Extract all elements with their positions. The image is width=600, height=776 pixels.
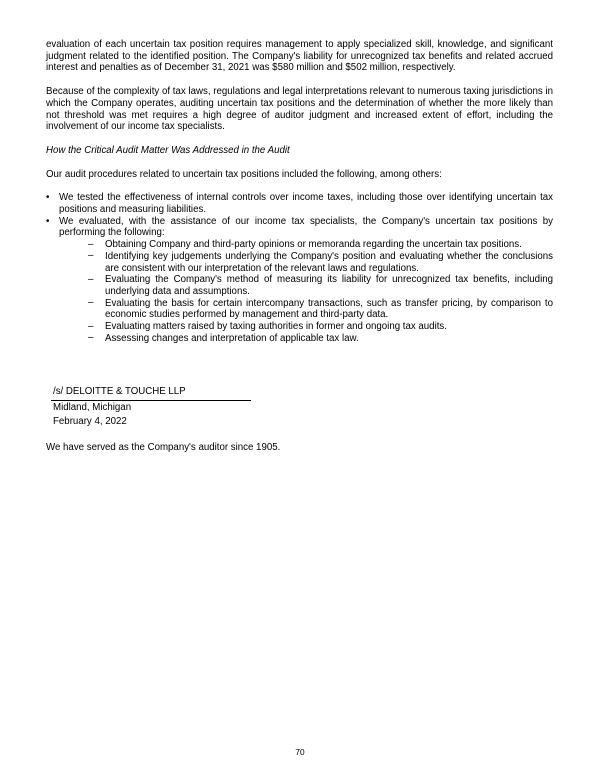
- bullet-marker-icon: •: [46, 192, 50, 204]
- document-content: [46, 39, 553, 464]
- sub-bullet-text: Evaluating matters raised by taxing authorities in former and ongoing tax audits.: [105, 321, 447, 333]
- audit-procedures-intro: Our audit procedures related to uncertain tax positions included the following, among others:: [46, 168, 442, 180]
- auditor-tenure-note: We have served as the Company's auditor since 1905.: [46, 442, 281, 454]
- audit-procedures-list: [46, 192, 553, 344]
- sub-bullet-item: [88, 250, 553, 274]
- sub-bullet-item: [88, 273, 553, 297]
- page-number: 70: [295, 747, 305, 757]
- dash-marker-icon: –: [88, 273, 94, 285]
- dash-marker-icon: –: [88, 238, 94, 250]
- auditor-signature: /s/ DELOITTE & TOUCHE LLP: [51, 386, 251, 401]
- sub-bullet-item: [88, 238, 553, 251]
- bullet-text: We evaluated, with the assistance of our income tax specialists, the Company's uncertain tax positions by performing the following:: [59, 215, 553, 239]
- bullet-item: [46, 192, 553, 216]
- sub-bullet-text: Evaluating the basis for certain intercompany transactions, such as transfer pricing, by comparison to economic studies performed by management and third-party data.: [105, 297, 553, 321]
- sub-bullet-item: [88, 320, 553, 333]
- bullet-marker-icon: •: [46, 215, 50, 227]
- dash-marker-icon: –: [88, 320, 94, 332]
- sub-bullet-text: Obtaining Company and third-party opinions or memoranda regarding the uncertain tax positions.: [105, 239, 522, 251]
- sub-bullet-item: [88, 332, 553, 345]
- section-heading: How the Critical Audit Matter Was Addressed in the Audit: [46, 144, 290, 156]
- auditor-location: Midland, Michigan: [53, 402, 132, 414]
- paragraph-complexity-tax-laws: Because of the complexity of tax laws, regulations and legal interpretations relevant to numerous taxing jurisdictions in which the Company operates, auditing uncertain tax positions and the determination of whether the more likely than not threshold was met requires a high degree of auditor judgment and increased extent of effort, including the involvement of our income tax specialists.: [46, 86, 553, 133]
- dash-marker-icon: –: [88, 297, 94, 309]
- dash-marker-icon: –: [88, 250, 94, 262]
- bullet-text: We tested the effectiveness of internal controls over income taxes, including those over identifying uncertain tax positions and measuring liabilities.: [59, 192, 553, 216]
- sub-bullet-text: Assessing changes and interpretation of applicable tax law.: [105, 332, 359, 344]
- paragraph-uncertain-tax-position: evaluation of each uncertain tax position requires management to apply specialized skill, knowledge, and significant judgment related to the identified position. The Company's liability for unrecognized tax benefits and related accrued interest and penalties as of December 31, 2021 was $580 million and $502 million, respectively.: [46, 39, 553, 74]
- sub-bullet-text: Identifying key judgements underlying the Company's position and evaluating whether the conclusions are consistent with our interpretation of the relevant laws and regulations.: [105, 250, 553, 274]
- sub-bullet-item: [88, 297, 553, 321]
- sub-bullet-text: Evaluating the Company's method of measuring its liability for unrecognized tax benefits, including underlying data and assumptions.: [105, 274, 553, 297]
- bullet-item: [46, 215, 553, 239]
- signature-date: February 4, 2022: [53, 415, 127, 427]
- dash-marker-icon: –: [88, 332, 94, 344]
- signature-block: [46, 386, 553, 428]
